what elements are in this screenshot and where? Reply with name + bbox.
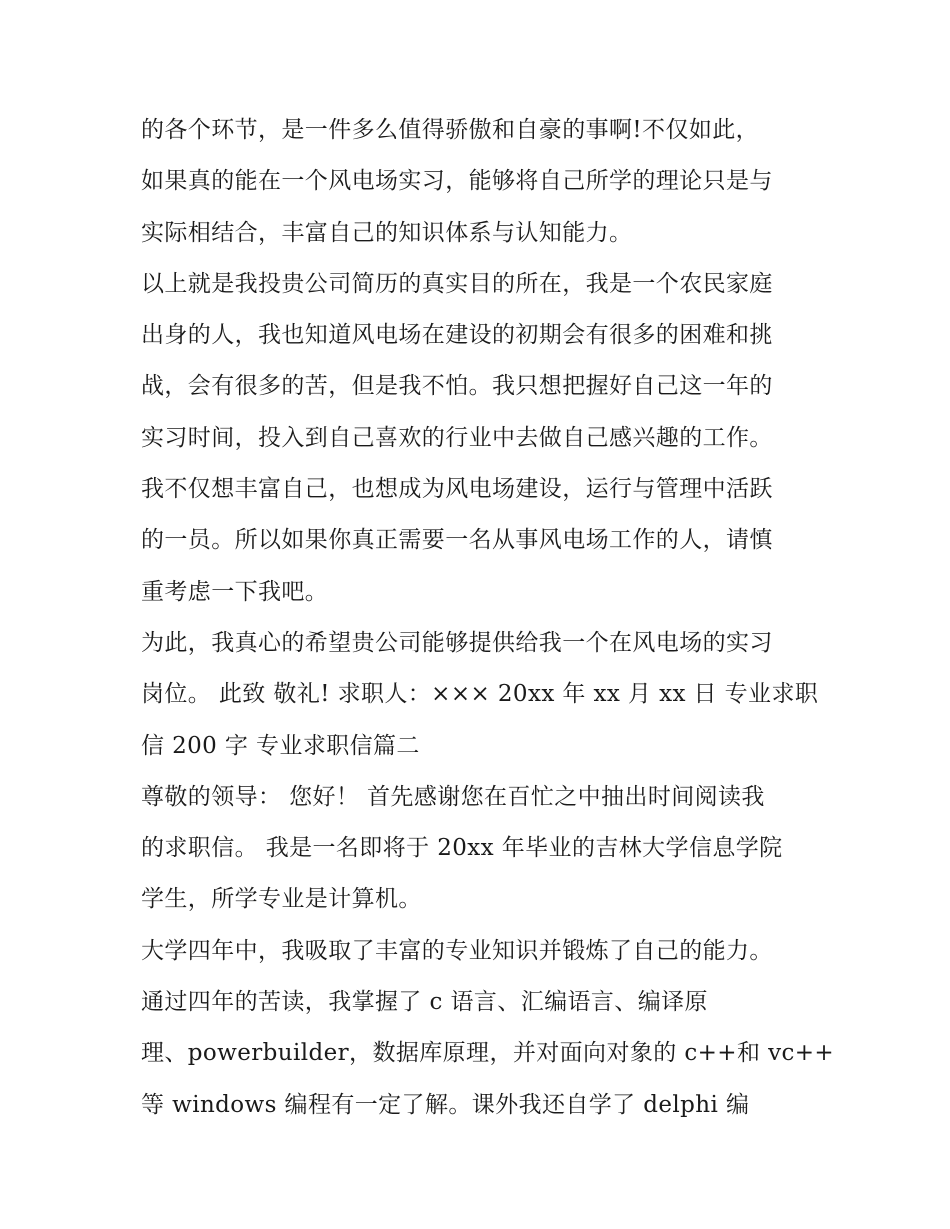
text-line: 如果真的能在一个风电场实习，能够将自己所学的理论只是与 [141,168,773,195]
text-line: 为此，我真心的希望贵公司能够提供给我一个在风电场的实习 [141,629,773,656]
text-line: 的求职信。 我是一名即将于 20xx 年毕业的吉林大学信息学院 [141,835,783,862]
text-line: 学生，所学专业是计算机。 [141,886,422,913]
text-line: 实际相结合，丰富自己的知识体系与认知能力。 [141,219,633,246]
text-line: 的各个环节，是一件多么值得骄傲和自豪的事啊!不仅如此， [141,117,760,143]
text-line: 出身的人，我也知道风电场在建设的初期会有很多的困难和挑 [141,322,773,349]
text-line: 尊敬的领导： 您好！ 首先感谢您在百忙之中抽出时间阅读我 [141,783,765,810]
text-line: 我不仅想丰富自己，也想成为风电场建设，运行与管理中活跃 [141,476,773,503]
text-line: 通过四年的苦读，我掌握了 c 语言、汇编语言、编译原 [141,989,708,1016]
text-line: 信 200 字 专业求职信篇二 [141,732,420,759]
text-line: 实习时间，投入到自己喜欢的行业中去做自己感兴趣的工作。 [141,424,773,451]
text-line: 的一员。所以如果你真正需要一名从事风电场工作的人，请慎 [141,527,773,554]
text-line: 以上就是我投贵公司简历的真实目的所在，我是一个农民家庭 [141,270,773,297]
text-line: 战，会有很多的苦，但是我不怕。我只想把握好自己这一年的 [141,373,773,400]
text-line: 大学四年中，我吸取了丰富的专业知识并锻炼了自己的能力。 [141,937,773,964]
text-line: 理、powerbuilder，数据库原理，并对面向对象的 c++和 vc++ [141,1040,835,1067]
text-line: 岗位。 此致 敬礼! 求职人：××× 20xx 年 xx 月 xx 日 专业求职 [141,681,819,708]
document-body [141,105,835,1131]
text-line: 等 windows 编程有一定了解。课外我还自学了 delphi 编 [141,1091,750,1118]
text-line: 重考虑一下我吧。 [141,578,329,605]
